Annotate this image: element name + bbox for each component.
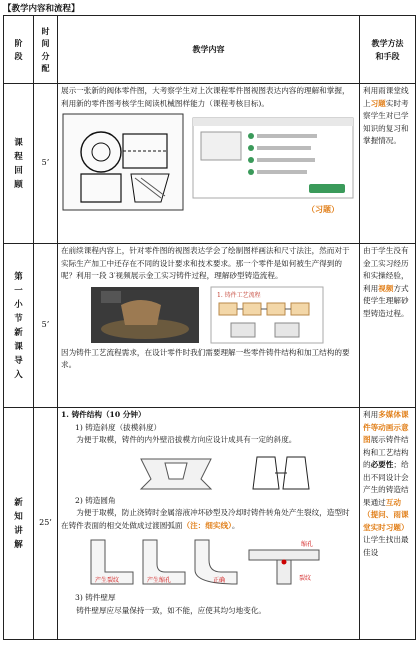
draft-angle-title: 1) 铸造斜度（拔模斜度）: [75, 422, 162, 432]
quiz-screenshot: [193, 118, 353, 198]
svg-text:产生缩孔: 产生缩孔: [147, 577, 172, 584]
header-method: 教学方法 和手段: [360, 16, 416, 84]
method-new: 利用多媒体课件等动画示意图展示铸件结构和工艺结构的必要性；给出不同设计会产生的铸造结果通过互动（提问、雨课堂实时习题）让学生找出最佳设: [360, 408, 416, 640]
review-text: 展示一张新的阀体零件图，大考察学生对上次课程零件图视图表达内容的理解和掌握，利用新的零件图考核学生阅读机械图样能力（课程考核目标)。: [61, 86, 350, 108]
fillet-title: 2) 铸造圆角: [75, 495, 116, 505]
time-new: 25’: [34, 408, 58, 640]
draft-figures: [61, 449, 355, 493]
quiz-label: （习题）: [307, 204, 339, 214]
fillet-figure-shrink: [143, 540, 185, 584]
lesson-plan-table: [3, 15, 416, 640]
row-intro: [4, 244, 416, 408]
casting-structure-heading: 1. 铸件结构（10 分钟）: [61, 410, 146, 419]
fillet-figure-correct: [195, 540, 237, 584]
draft-angle-figure-2: [253, 457, 309, 489]
valve-drawing-image: [63, 114, 183, 210]
wall-thickness-title: 3) 铸件壁厚: [75, 593, 116, 602]
header-time: 时 间 分 配: [34, 16, 58, 84]
wall-thickness-text: 铸件壁厚应尽量保持一致，如不能，应使其均匀地变化。: [76, 605, 267, 615]
stage-review: 课 程 回 顾: [4, 84, 34, 244]
svg-text:1. 铸件工艺流程: 1. 铸件工艺流程: [217, 291, 261, 299]
content-review: [58, 84, 360, 244]
stage-intro: 第 一 小 节 新 课 导 入: [4, 244, 34, 408]
content-new: [58, 408, 360, 640]
method-review: 利用雨课堂线上习题实时考察学生对已学知识的复习和掌握情况。: [360, 84, 416, 244]
casting-flow-diagram: [211, 287, 323, 343]
header-row: [4, 16, 416, 84]
intro-after-text: 因为铸件工艺流程需求，在设计零件时我们需要理解一些零件铸件结构和加工结构的要求。: [61, 347, 350, 369]
svg-text:裂纹: 裂纹: [299, 575, 312, 582]
fillet-figure-crack: [91, 540, 133, 584]
fillet-text: 为便于取模，防止浇铸时金属溶液冲坏砂型及冷却时铸件转角处产生裂纹，造型时在铸件表面的相交处做成过渡圆弧面（注：细实线）。: [61, 508, 350, 530]
intro-text: 在前续课程内容上，针对零件图的视图表达学会了绘制图样画法和尺寸法注，然而对于实际生产加工中还存在不同的设计要求和技术要求。那一个零件是如何被生产得到的呢？利用一段 3′视频展示金工实习铸件过程，理解砂型铸造流程。: [61, 246, 350, 280]
time-review: 5’: [34, 84, 58, 244]
section-title: 【教学内容和流程】: [3, 4, 80, 14]
fillet-figure-defects: [249, 540, 319, 584]
svg-text:缩孔: 缩孔: [301, 541, 314, 548]
review-figures: [61, 112, 355, 216]
svg-text:正确: 正确: [213, 577, 226, 584]
draft-angle-text: 为便于取模，铸件的内外壁沿拔模方向应设计成具有一定的斜度。: [76, 435, 297, 444]
header-stage: 阶 段: [4, 16, 34, 84]
draft-angle-figure-1: [141, 459, 211, 489]
time-intro: 5’: [34, 244, 58, 408]
intro-figures: [61, 285, 355, 345]
header-content: 教学内容: [58, 16, 360, 84]
row-new-knowledge: [4, 408, 416, 640]
svg-text:产生裂纹: 产生裂纹: [95, 577, 120, 584]
method-intro: 由于学生没有金工实习经历和实操经验，利用视频方式使学生理解砂型铸造过程。: [360, 244, 416, 408]
fillet-figures: [61, 534, 355, 590]
row-course-review: [4, 84, 416, 244]
content-intro: [58, 244, 360, 408]
casting-video-image: [91, 287, 199, 343]
stage-new: 新 知 讲 解: [4, 408, 34, 640]
